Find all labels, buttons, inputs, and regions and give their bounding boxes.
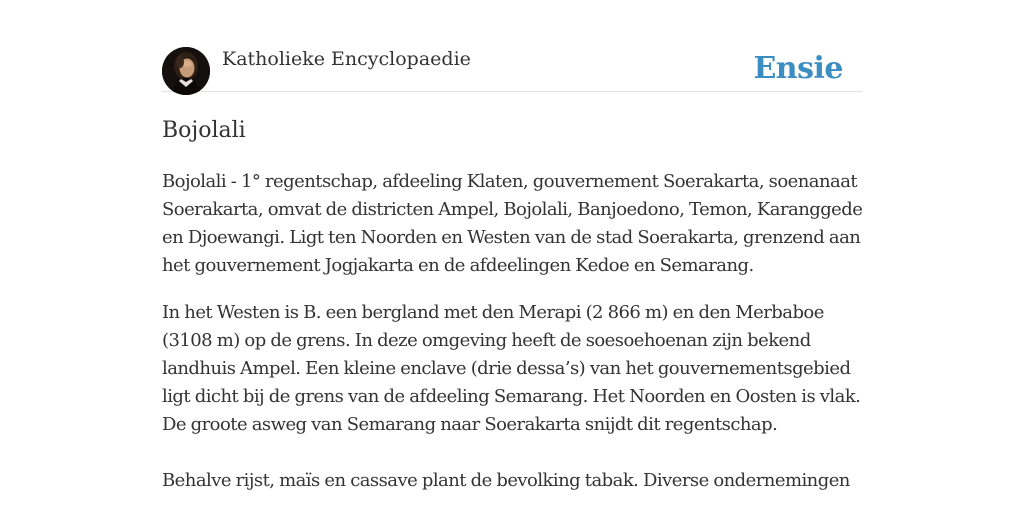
- site-header: [162, 44, 862, 92]
- source-name[interactable]: Katholieke Encyclopaedie: [222, 48, 471, 70]
- article-title: Bojolali: [162, 118, 246, 143]
- source-avatar[interactable]: [162, 47, 210, 95]
- article-body: [162, 168, 872, 512]
- article-paragraph: Bojolali - 1° regentschap, afdeeling Klaten, gouvernement Soerakarta, soenanaat Soerakarta, omvat de districten Ampel, Bojolali, Banjoedono, Temon, Karanggede en Djoewangi. Ligt ten Noorden en Westen van de stad Soerakarta, grenzend aan het gouvernement Jogjakarta en de afdeelingen Kedoe en Semarang.: [162, 171, 863, 276]
- brand-logo[interactable]: Ensie: [753, 51, 843, 86]
- portrait-avatar-icon: [162, 47, 210, 95]
- article-paragraph: In het Westen is B. een bergland met den Merapi (2 866 m) en den Merbaboe (3108 m) op de grens. In deze omgeving heeft de soesoehoenan zijn bekend landhuis Ampel. Een kleine enclave (drie dessa’s) van het gouvernementsgebied ligt dicht bij de grens van de afdeeling Semarang. Het Noorden en Oosten is vlak. De groote asweg van Semarang naar Soerakarta snijdt dit regentschap.: [162, 302, 861, 435]
- article-paragraph: Behalve rijst, maïs en cassave plant de bevolking tabak. Diverse ondernemingen: [162, 470, 850, 491]
